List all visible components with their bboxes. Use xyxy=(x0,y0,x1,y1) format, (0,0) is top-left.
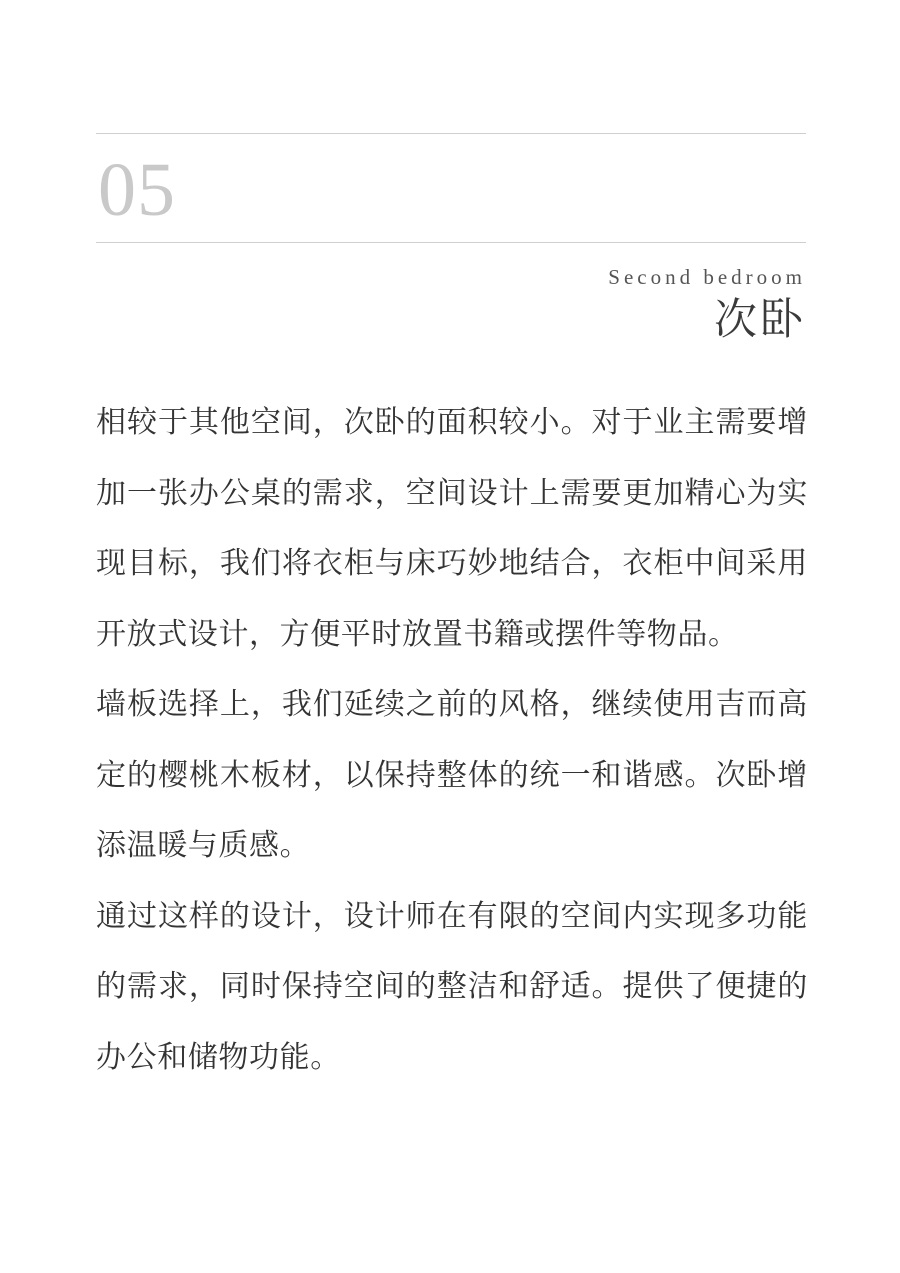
section-title: 次卧 xyxy=(714,295,806,345)
section-subtitle-english: Second bedroom xyxy=(608,265,806,289)
section-number: 05 xyxy=(98,148,176,232)
bottom-divider xyxy=(96,242,806,243)
top-divider xyxy=(96,133,806,134)
paragraph-wall-panels: 墙板选择上，我们延续之前的风格，继续使用吉而高定的樱桃木板材，以保持整体的统一和谐感。次卧增添温暖与质感。 xyxy=(96,687,808,863)
body-text xyxy=(96,388,808,1093)
paragraph-summary: 通过这样的设计，设计师在有限的空间内实现多功能的需求，同时保持空间的整洁和舒适。提供了便捷的办公和储物功能。 xyxy=(96,898,808,1075)
paragraph-layout: 相较于其他空间，次卧的面积较小。对于业主需要增加一张办公桌的需求，空间设计上需要更加精心为实现目标，我们将衣柜与床巧妙地结合，衣柜中间采用开放式设计，方便平时放置书籍或摆件等物品。 xyxy=(96,405,808,652)
